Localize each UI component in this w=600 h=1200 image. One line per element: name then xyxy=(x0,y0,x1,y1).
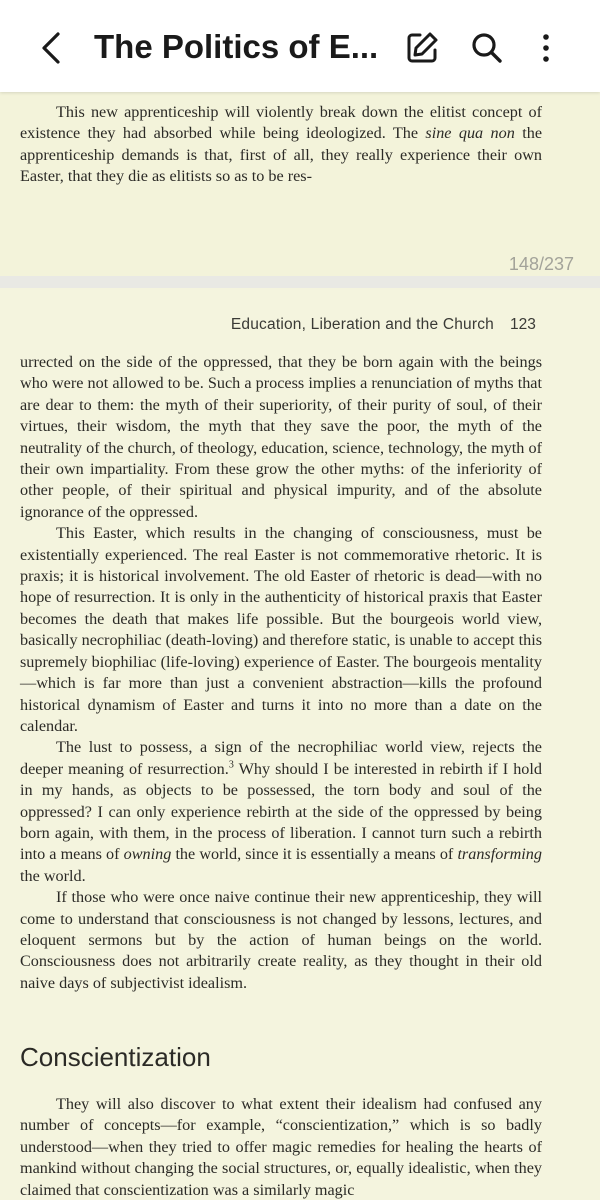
paragraph: This Easter, which results in the changing of consciousness, must be existentially experienced. The real Easter is not commemorative rhetoric. It is praxis; it is historical involvement. The old Easter of rhetoric is dead—with no hope of resurrection. It is only in the authenticity of historical praxis that Easter becomes the death that makes life possible. But the bourgeois world view, basically necrophiliac (death-loving) and therefore static, is unable to accept this supremely biophiliac (life-loving) experience of Easter. The bourgeois mentality—which is far more than just a convenient abstraction—kills the profound historical dynamism of Easter and turns it into no more than a date on the calendar. xyxy=(20,524,542,735)
edit-note-icon[interactable] xyxy=(400,26,444,70)
page-text xyxy=(20,1094,542,1200)
book-title: The Politics of E... xyxy=(94,28,379,65)
current-page xyxy=(0,288,600,1200)
back-arrow-icon[interactable] xyxy=(30,26,74,70)
page-counter: 148/237 xyxy=(508,254,574,274)
paragraph: The lust to possess, a sign of the necrophiliac world view, rejects the deeper meaning of resurrection.$^3$ Why should I be interested in rebirth if I hold in my hands, as objects to be possessed, the torn body and soul of the oppressed? I can only experience rebirth at the side of the oppressed by being born again, with them, in the process of liberation. I cannot turn such a rebirth into a means of owning the world, since it is essentially a means of transforming the world. xyxy=(20,738,542,885)
search-icon[interactable] xyxy=(464,26,508,70)
running-head: Education, Liberation and the Church xyxy=(230,316,494,333)
more-vertical-icon[interactable] xyxy=(524,26,568,70)
app-toolbar xyxy=(0,0,600,92)
page-number: 123 xyxy=(510,316,536,333)
page-text xyxy=(20,102,542,188)
paragraph: This new apprenticeship will violently break down the elitist concept of existence they had absorbed while being ideologized. The sine qua non the apprenticeship demands is that, first of all, they really experience their own Easter, that they die as elitists so as to be res- xyxy=(20,103,543,186)
page-text xyxy=(20,352,542,994)
section-heading: Conscientization xyxy=(20,1042,211,1072)
paragraph: They will also discover to what extent their idealism had confused any number of concepts—for example, “conscientization,” which is so badly understood—when they tried to offer magic remedies for healing the hearts of mankind without changing the social structures, or, equally idealistic, when they claimed that conscientization was a similarly magic xyxy=(20,1095,542,1199)
paragraph: If those who were once naive continue their new apprenticeship, they will come to understand that consciousness is not changed by lessons, lectures, and eloquent sermons but by the action of human beings on the world. Consciousness does not arbitrarily create reality, as they thought in their old naive days of subjectivist idealism. xyxy=(20,888,542,992)
previous-page xyxy=(0,72,600,276)
paragraph: urrected on the side of the oppressed, that they be born again with the beings who were not allowed to be. Such a process implies a renunciation of myths that are dear to them: the myth of their superiority, of their purity of soul, of their virtues, their wisdom, the myth that they save the poor, the myth of the neutrality of the church, of theology, education, science, technology, the myth of their own impartiality. From these grow the other myths: of the inferiority of other people, of their spiritual and physical impurity, and of the absolute ignorance of the oppressed. xyxy=(20,353,542,521)
